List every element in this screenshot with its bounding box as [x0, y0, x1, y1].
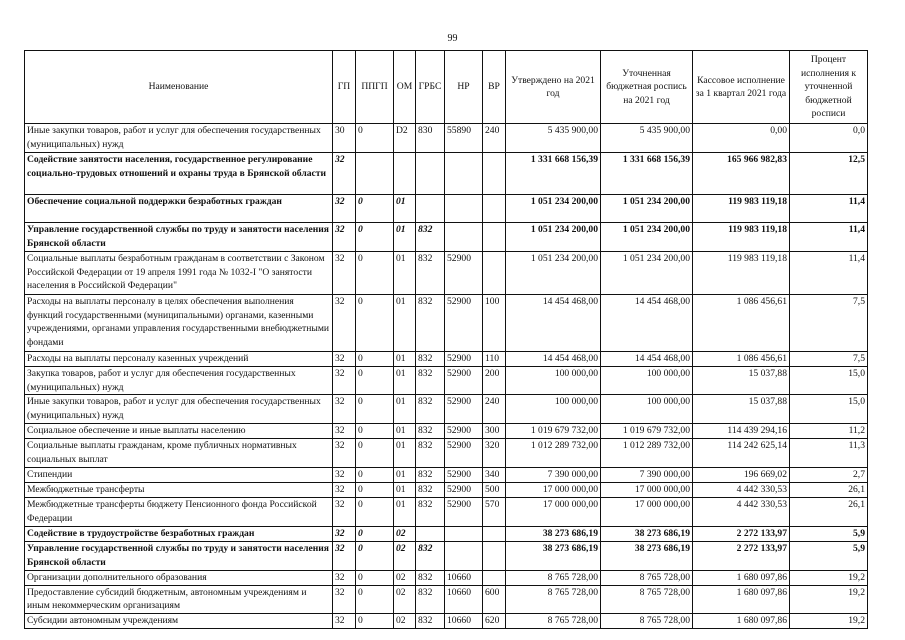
grbs-cell — [416, 194, 445, 222]
om-cell — [394, 152, 416, 194]
ppgp-cell: 0 — [356, 424, 394, 439]
vr-cell — [483, 570, 506, 585]
percent-cell: 2,7 — [790, 467, 868, 482]
nr-cell: 52900 — [445, 351, 483, 366]
refined-cell: 1 051 234 200,00 — [601, 251, 693, 294]
nr-cell — [445, 222, 483, 251]
name-cell: Предоставление субсидий бюджетным, автономным учреждениям и иным некоммерческим организациям — [25, 585, 333, 614]
cash-cell: 119 983 119,18 — [693, 222, 790, 251]
column-header-grbs: ГРБС — [416, 51, 445, 124]
column-header-approved: Утверждено на 2021 год — [506, 51, 601, 124]
cash-cell: 1 680 097,86 — [693, 614, 790, 629]
vr-cell — [483, 251, 506, 294]
table-row — [25, 424, 868, 439]
cash-cell: 4 442 330,53 — [693, 497, 790, 526]
name-cell: Иные закупки товаров, работ и услуг для обеспечения государственных (муниципальных) нужд — [25, 395, 333, 424]
cash-cell: 114 242 625,14 — [693, 439, 790, 468]
gp-cell: 32 — [333, 570, 356, 585]
grbs-cell: 832 — [416, 251, 445, 294]
table-row — [25, 124, 868, 153]
vr-cell — [483, 526, 506, 541]
table-row — [25, 251, 868, 294]
grbs-cell — [416, 152, 445, 194]
approved-cell: 1 051 234 200,00 — [506, 251, 601, 294]
gp-cell: 32 — [333, 294, 356, 351]
percent-cell: 5,9 — [790, 526, 868, 541]
om-cell: 01 — [394, 251, 416, 294]
refined-cell: 1 019 679 732,00 — [601, 424, 693, 439]
percent-cell: 15,0 — [790, 366, 868, 395]
nr-cell: 52900 — [445, 497, 483, 526]
vr-cell: 500 — [483, 482, 506, 497]
ppgp-cell: 0 — [356, 439, 394, 468]
approved-cell: 17 000 000,00 — [506, 497, 601, 526]
percent-cell: 19,2 — [790, 614, 868, 629]
om-cell: 02 — [394, 570, 416, 585]
name-cell: Межбюджетные трансферты — [25, 482, 333, 497]
vr-cell — [483, 541, 506, 570]
vr-cell: 240 — [483, 124, 506, 153]
table-header-row — [25, 51, 868, 124]
name-cell: Расходы на выплаты персоналу в целях обеспечения выполнения функций государственными (муниципальными) органами, казенными учреждениями, органами управления государственными внебюджетными фондами — [25, 294, 333, 351]
om-cell: 01 — [394, 424, 416, 439]
vr-cell: 600 — [483, 585, 506, 614]
refined-cell: 8 765 728,00 — [601, 585, 693, 614]
cash-cell: 0,00 — [693, 124, 790, 153]
nr-cell: 52900 — [445, 467, 483, 482]
cash-cell: 15 037,88 — [693, 395, 790, 424]
budget-table — [24, 50, 868, 629]
om-cell: 01 — [394, 366, 416, 395]
refined-cell: 7 390 000,00 — [601, 467, 693, 482]
nr-cell: 52900 — [445, 482, 483, 497]
gp-cell: 32 — [333, 351, 356, 366]
name-cell: Содействие в трудоустройстве безработных граждан — [25, 526, 333, 541]
vr-cell: 620 — [483, 614, 506, 629]
page-number: 99 — [447, 33, 458, 44]
column-header-nr: НР — [445, 51, 483, 124]
name-cell: Управление государственной службы по труду и занятости населения Брянской области — [25, 541, 333, 570]
name-cell: Закупка товаров, работ и услуг для обеспечения государственных (муниципальных) нужд — [25, 366, 333, 395]
nr-cell: 52900 — [445, 366, 483, 395]
column-header-om: ОМ — [394, 51, 416, 124]
cash-cell: 165 966 982,83 — [693, 152, 790, 194]
om-cell: D2 — [394, 124, 416, 153]
vr-cell — [483, 194, 506, 222]
vr-cell: 300 — [483, 424, 506, 439]
cash-cell: 15 037,88 — [693, 366, 790, 395]
name-cell: Субсидии автономным учреждениям — [25, 614, 333, 629]
om-cell: 01 — [394, 482, 416, 497]
table-row — [25, 570, 868, 585]
gp-cell: 32 — [333, 585, 356, 614]
nr-cell: 10660 — [445, 570, 483, 585]
grbs-cell: 832 — [416, 366, 445, 395]
cash-cell: 1 680 097,86 — [693, 585, 790, 614]
nr-cell: 10660 — [445, 585, 483, 614]
name-cell: Социальные выплаты гражданам, кроме публичных нормативных социальных выплат — [25, 439, 333, 468]
vr-cell — [483, 222, 506, 251]
approved-cell: 1 331 668 156,39 — [506, 152, 601, 194]
nr-cell — [445, 152, 483, 194]
ppgp-cell: 0 — [356, 222, 394, 251]
ppgp-cell — [356, 152, 394, 194]
ppgp-cell: 0 — [356, 482, 394, 497]
nr-cell: 52900 — [445, 439, 483, 468]
table-row — [25, 585, 868, 614]
om-cell: 01 — [394, 497, 416, 526]
gp-cell: 32 — [333, 482, 356, 497]
om-cell: 01 — [394, 351, 416, 366]
ppgp-cell: 0 — [356, 526, 394, 541]
column-header-refined: Уточненная бюджетная роспись на 2021 год — [601, 51, 693, 124]
name-cell: Стипендии — [25, 467, 333, 482]
ppgp-cell: 0 — [356, 467, 394, 482]
cash-cell: 4 442 330,53 — [693, 482, 790, 497]
table-row — [25, 152, 868, 194]
approved-cell: 100 000,00 — [506, 395, 601, 424]
vr-cell: 320 — [483, 439, 506, 468]
grbs-cell: 832 — [416, 351, 445, 366]
percent-cell: 11,4 — [790, 194, 868, 222]
grbs-cell: 832 — [416, 541, 445, 570]
refined-cell: 14 454 468,00 — [601, 351, 693, 366]
grbs-cell: 832 — [416, 467, 445, 482]
refined-cell: 17 000 000,00 — [601, 497, 693, 526]
table-row — [25, 497, 868, 526]
om-cell: 01 — [394, 467, 416, 482]
gp-cell: 32 — [333, 526, 356, 541]
grbs-cell: 830 — [416, 124, 445, 153]
gp-cell: 32 — [333, 497, 356, 526]
approved-cell: 1 019 679 732,00 — [506, 424, 601, 439]
percent-cell: 5,9 — [790, 541, 868, 570]
cash-cell: 1 086 456,61 — [693, 294, 790, 351]
column-header-name: Наименование — [25, 51, 333, 124]
grbs-cell: 832 — [416, 482, 445, 497]
percent-cell: 19,2 — [790, 570, 868, 585]
vr-cell: 240 — [483, 395, 506, 424]
approved-cell: 8 765 728,00 — [506, 585, 601, 614]
gp-cell: 32 — [333, 614, 356, 629]
name-cell: Обеспечение социальной поддержки безработных граждан — [25, 194, 333, 222]
column-header-percent: Процент исполнения к уточненной бюджетной росписи — [790, 51, 868, 124]
approved-cell: 100 000,00 — [506, 366, 601, 395]
refined-cell: 38 273 686,19 — [601, 526, 693, 541]
grbs-cell: 832 — [416, 570, 445, 585]
table-row — [25, 395, 868, 424]
percent-cell: 12,5 — [790, 152, 868, 194]
nr-cell — [445, 526, 483, 541]
percent-cell: 7,5 — [790, 294, 868, 351]
percent-cell: 19,2 — [790, 585, 868, 614]
refined-cell: 100 000,00 — [601, 395, 693, 424]
ppgp-cell: 0 — [356, 366, 394, 395]
approved-cell: 1 051 234 200,00 — [506, 194, 601, 222]
vr-cell: 570 — [483, 497, 506, 526]
refined-cell: 17 000 000,00 — [601, 482, 693, 497]
column-header-gp: ГП — [333, 51, 356, 124]
grbs-cell: 832 — [416, 395, 445, 424]
cash-cell: 119 983 119,18 — [693, 251, 790, 294]
om-cell: 02 — [394, 526, 416, 541]
ppgp-cell: 0 — [356, 351, 394, 366]
gp-cell: 32 — [333, 152, 356, 194]
percent-cell: 0,0 — [790, 124, 868, 153]
om-cell: 02 — [394, 585, 416, 614]
table-row — [25, 541, 868, 570]
approved-cell: 8 765 728,00 — [506, 614, 601, 629]
ppgp-cell: 0 — [356, 124, 394, 153]
gp-cell: 32 — [333, 222, 356, 251]
nr-cell — [445, 194, 483, 222]
name-cell: Социальное обеспечение и иные выплаты населению — [25, 424, 333, 439]
approved-cell: 17 000 000,00 — [506, 482, 601, 497]
refined-cell: 1 051 234 200,00 — [601, 194, 693, 222]
refined-cell: 8 765 728,00 — [601, 614, 693, 629]
gp-cell: 32 — [333, 424, 356, 439]
percent-cell: 11,3 — [790, 439, 868, 468]
approved-cell: 14 454 468,00 — [506, 294, 601, 351]
table-body — [25, 124, 868, 629]
table-row — [25, 366, 868, 395]
name-cell: Расходы на выплаты персоналу казенных учреждений — [25, 351, 333, 366]
grbs-cell: 832 — [416, 585, 445, 614]
percent-cell: 26,1 — [790, 497, 868, 526]
om-cell: 01 — [394, 194, 416, 222]
approved-cell: 14 454 468,00 — [506, 351, 601, 366]
gp-cell: 32 — [333, 366, 356, 395]
grbs-cell: 832 — [416, 222, 445, 251]
grbs-cell: 832 — [416, 424, 445, 439]
ppgp-cell: 0 — [356, 194, 394, 222]
ppgp-cell: 0 — [356, 614, 394, 629]
vr-cell — [483, 152, 506, 194]
refined-cell: 14 454 468,00 — [601, 294, 693, 351]
gp-cell: 30 — [333, 124, 356, 153]
gp-cell: 32 — [333, 395, 356, 424]
cash-cell: 119 983 119,18 — [693, 194, 790, 222]
grbs-cell: 832 — [416, 439, 445, 468]
nr-cell: 55890 — [445, 124, 483, 153]
percent-cell: 7,5 — [790, 351, 868, 366]
ppgp-cell: 0 — [356, 585, 394, 614]
refined-cell: 1 012 289 732,00 — [601, 439, 693, 468]
cash-cell: 196 669,02 — [693, 467, 790, 482]
table-row — [25, 222, 868, 251]
ppgp-cell: 0 — [356, 251, 394, 294]
om-cell: 01 — [394, 439, 416, 468]
gp-cell: 32 — [333, 541, 356, 570]
vr-cell: 200 — [483, 366, 506, 395]
percent-cell: 15,0 — [790, 395, 868, 424]
percent-cell: 11,4 — [790, 222, 868, 251]
name-cell: Иные закупки товаров, работ и услуг для обеспечения государственных (муниципальных) нужд — [25, 124, 333, 153]
grbs-cell — [416, 526, 445, 541]
name-cell: Межбюджетные трансферты бюджету Пенсионного фонда Российской Федерации — [25, 497, 333, 526]
column-header-ppgp: ППГП — [356, 51, 394, 124]
column-header-cash: Кассовое исполнение за 1 квартал 2021 года — [693, 51, 790, 124]
ppgp-cell: 0 — [356, 395, 394, 424]
vr-cell: 340 — [483, 467, 506, 482]
percent-cell: 11,2 — [790, 424, 868, 439]
percent-cell: 26,1 — [790, 482, 868, 497]
cash-cell: 1 086 456,61 — [693, 351, 790, 366]
ppgp-cell: 0 — [356, 294, 394, 351]
ppgp-cell: 0 — [356, 570, 394, 585]
om-cell: 02 — [394, 614, 416, 629]
name-cell: Содействие занятости населения, государственное регулирование социально-трудовых отношений и охраны труда в Брянской области — [25, 152, 333, 194]
nr-cell: 10660 — [445, 614, 483, 629]
table-row — [25, 526, 868, 541]
cash-cell: 1 680 097,86 — [693, 570, 790, 585]
approved-cell: 38 273 686,19 — [506, 526, 601, 541]
refined-cell: 1 331 668 156,39 — [601, 152, 693, 194]
grbs-cell: 832 — [416, 294, 445, 351]
name-cell: Социальные выплаты безработным гражданам в соответствии с Законом Российской Федерации от 19 апреля 1991 года № 1032-I "О занятости населения в Российской Федерации" — [25, 251, 333, 294]
ppgp-cell: 0 — [356, 497, 394, 526]
nr-cell: 52900 — [445, 251, 483, 294]
refined-cell: 8 765 728,00 — [601, 570, 693, 585]
refined-cell: 1 051 234 200,00 — [601, 222, 693, 251]
approved-cell: 7 390 000,00 — [506, 467, 601, 482]
refined-cell: 5 435 900,00 — [601, 124, 693, 153]
approved-cell: 5 435 900,00 — [506, 124, 601, 153]
approved-cell: 38 273 686,19 — [506, 541, 601, 570]
ppgp-cell: 0 — [356, 541, 394, 570]
gp-cell: 32 — [333, 467, 356, 482]
approved-cell: 1 051 234 200,00 — [506, 222, 601, 251]
refined-cell: 38 273 686,19 — [601, 541, 693, 570]
table-row — [25, 467, 868, 482]
approved-cell: 8 765 728,00 — [506, 570, 601, 585]
om-cell: 02 — [394, 541, 416, 570]
nr-cell — [445, 541, 483, 570]
percent-cell: 11,4 — [790, 251, 868, 294]
refined-cell: 100 000,00 — [601, 366, 693, 395]
gp-cell: 32 — [333, 194, 356, 222]
nr-cell: 52900 — [445, 395, 483, 424]
grbs-cell: 832 — [416, 497, 445, 526]
column-header-vr: ВР — [483, 51, 506, 124]
cash-cell: 2 272 133,97 — [693, 526, 790, 541]
table-row — [25, 294, 868, 351]
name-cell: Организации дополнительного образования — [25, 570, 333, 585]
table-row — [25, 194, 868, 222]
vr-cell: 110 — [483, 351, 506, 366]
table-row — [25, 351, 868, 366]
cash-cell: 2 272 133,97 — [693, 541, 790, 570]
name-cell: Управление государственной службы по труду и занятости населения Брянской области — [25, 222, 333, 251]
table-row — [25, 439, 868, 468]
om-cell: 01 — [394, 294, 416, 351]
gp-cell: 32 — [333, 439, 356, 468]
table-row — [25, 614, 868, 629]
grbs-cell: 832 — [416, 614, 445, 629]
gp-cell: 32 — [333, 251, 356, 294]
om-cell: 01 — [394, 395, 416, 424]
vr-cell: 100 — [483, 294, 506, 351]
table-row — [25, 482, 868, 497]
nr-cell: 52900 — [445, 294, 483, 351]
cash-cell: 114 439 294,16 — [693, 424, 790, 439]
om-cell: 01 — [394, 222, 416, 251]
approved-cell: 1 012 289 732,00 — [506, 439, 601, 468]
nr-cell: 52900 — [445, 424, 483, 439]
